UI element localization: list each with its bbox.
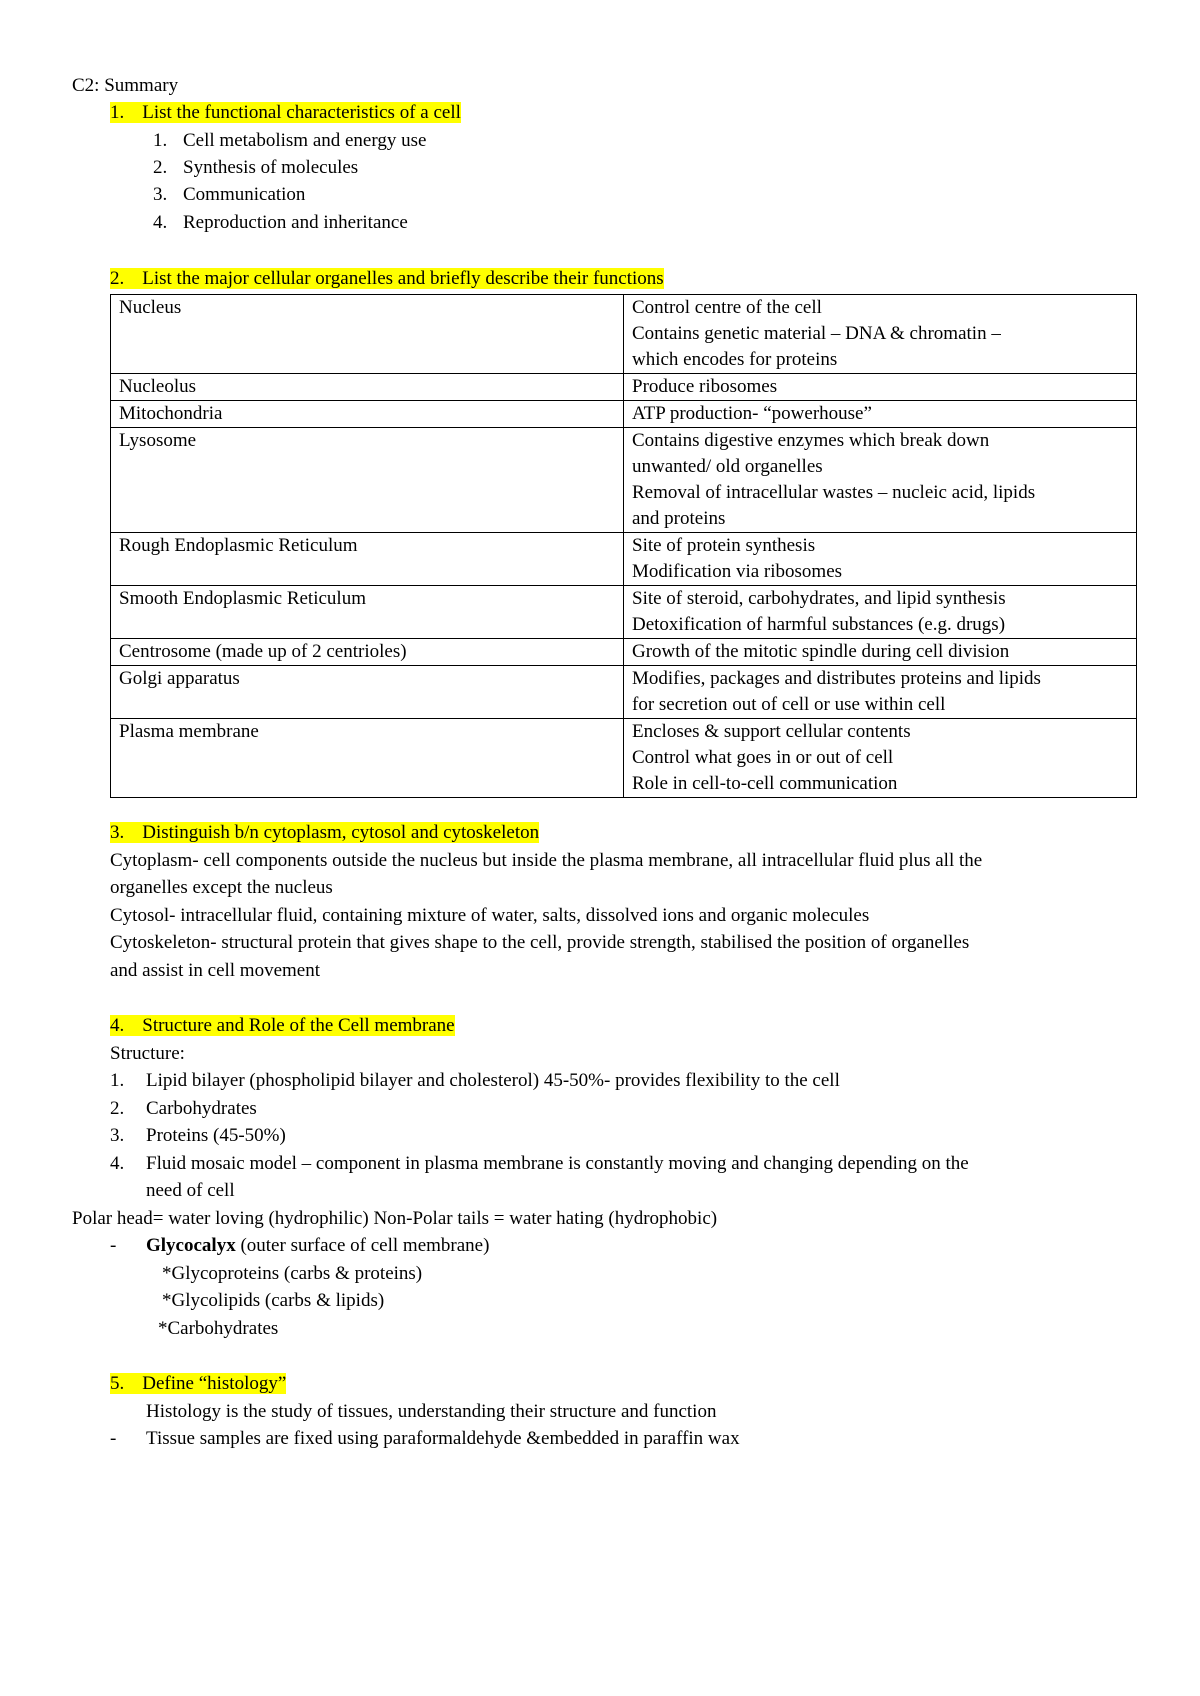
section1-item: 2.	[153, 157, 168, 178]
section1-item: 3.	[153, 184, 168, 205]
glycocalyx-term: Glycocalyx	[146, 1235, 236, 1256]
section1-item-text: Reproduction and inheritance	[183, 212, 408, 233]
section1-item: 1.	[153, 130, 168, 151]
dash-bullet: -	[110, 1428, 117, 1449]
structure-item-text: Carbohydrates	[146, 1098, 257, 1119]
section1-heading: 1. List the functional characteristics of a cell	[110, 102, 461, 123]
section3-text: Cytoplasm- cell components outside the nucleus but inside the plasma membrane, all intracellular fluid plus all the	[110, 850, 983, 871]
organelle-name: Nucleolus	[111, 374, 624, 401]
organelle-function: Control centre of the cell Contains genetic material – DNA & chromatin – which encodes for proteins	[624, 295, 1137, 374]
organelle-function: Contains digestive enzymes which break down unwanted/ old organelles Removal of intracellular wastes – nucleic acid, lipids and proteins	[624, 428, 1137, 533]
section1-item-text: Communication	[183, 184, 306, 205]
section3-text: Cytosol- intracellular fluid, containing mixture of water, salts, dissolved ions and organic molecules	[110, 905, 870, 926]
organelle-name: Nucleus	[111, 295, 624, 374]
organelle-function: Site of steroid, carbohydrates, and lipid synthesis Detoxification of harmful substances (e.g. drugs)	[624, 586, 1137, 639]
organelle-function: Growth of the mitotic spindle during cell division	[624, 639, 1137, 666]
glycocalyx-sub-item: *Carbohydrates	[158, 1318, 279, 1339]
table-row	[111, 719, 1137, 798]
section1-item: 4.	[153, 212, 168, 233]
section4-heading-line	[110, 1013, 455, 1039]
table-row	[111, 666, 1137, 719]
structure-item-text: Fluid mosaic model – component in plasma membrane is constantly moving and changing depending on the	[146, 1153, 969, 1174]
organelle-function: Modifies, packages and distributes proteins and lipids for secretion out of cell or use within cell	[624, 666, 1137, 719]
organelle-function: Encloses & support cellular contents Control what goes in or out of cell Role in cell-to-cell communication	[624, 719, 1137, 798]
doc-title: C2: Summary	[72, 75, 179, 96]
section3-heading-line	[110, 820, 539, 846]
organelle-name: Smooth Endoplasmic Reticulum	[111, 586, 624, 639]
table-row	[111, 295, 1137, 374]
organelle-name: Mitochondria	[111, 401, 624, 428]
section1-item-text: Cell metabolism and energy use	[183, 130, 427, 151]
structure-item-number: 3.	[110, 1125, 125, 1146]
dash-bullet: -	[110, 1235, 117, 1256]
organelle-name: Centrosome (made up of 2 centrioles)	[111, 639, 624, 666]
organelle-function: Produce ribosomes	[624, 374, 1137, 401]
structure-item-text: Proteins (45-50%)	[146, 1125, 286, 1146]
table-row	[111, 586, 1137, 639]
table-row	[111, 428, 1137, 533]
table-row	[111, 533, 1137, 586]
section3-heading: 3. Distinguish b/n cytoplasm, cytosol and cytoskeleton	[110, 822, 540, 843]
glycocalyx-sub-item: *Glycolipids (carbs & lipids)	[162, 1290, 385, 1311]
structure-item-number: 2.	[110, 1098, 125, 1119]
section1-item-text: Synthesis of molecules	[183, 157, 359, 178]
glycocalyx-sub-item: *Glycoproteins (carbs & proteins)	[162, 1263, 423, 1284]
section2-heading: 2. List the major cellular organelles and briefly describe their functions	[110, 268, 664, 289]
section3-text: Cytoskeleton- structural protein that gives shape to the cell, provide strength, stabilised the position of organelles	[110, 932, 970, 953]
section2-heading-line	[110, 266, 664, 292]
polar-line: Polar head= water loving (hydrophilic) Non-Polar tails = water hating (hydrophobic)	[72, 1208, 718, 1229]
section5-heading: 5. Define “histology”	[110, 1373, 287, 1394]
structure-item-text: Lipid bilayer (phospholipid bilayer and cholesterol) 45-50%- provides flexibility to the cell	[146, 1070, 840, 1091]
structure-item-text-cont: need of cell	[146, 1180, 235, 1201]
histology-definition: Histology is the study of tissues, understanding their structure and function	[146, 1401, 717, 1422]
organelle-name: Golgi apparatus	[111, 666, 624, 719]
organelles-table	[110, 294, 1137, 798]
table-row	[111, 374, 1137, 401]
organelle-function: Site of protein synthesis Modification via ribosomes	[624, 533, 1137, 586]
table-row	[111, 401, 1137, 428]
organelle-name: Lysosome	[111, 428, 624, 533]
structure-item-number: 1.	[110, 1070, 125, 1091]
organelle-function: ATP production- “powerhouse”	[624, 401, 1137, 428]
organelle-name: Rough Endoplasmic Reticulum	[111, 533, 624, 586]
section3-text: organelles except the nucleus	[110, 877, 333, 898]
organelle-name: Plasma membrane	[111, 719, 624, 798]
glycocalyx-line: Glycocalyx (outer surface of cell membrane)	[146, 1235, 490, 1256]
structure-label: Structure:	[110, 1043, 185, 1064]
section1-heading-line	[110, 100, 461, 126]
structure-item-number: 4.	[110, 1153, 125, 1174]
section5-heading-line	[110, 1371, 286, 1397]
section3-text: and assist in cell movement	[110, 960, 321, 981]
table-row	[111, 639, 1137, 666]
histology-bullet: Tissue samples are fixed using paraformaldehyde &embedded in paraffin wax	[146, 1428, 740, 1449]
section4-heading: 4. Structure and Role of the Cell membrane	[110, 1015, 455, 1036]
